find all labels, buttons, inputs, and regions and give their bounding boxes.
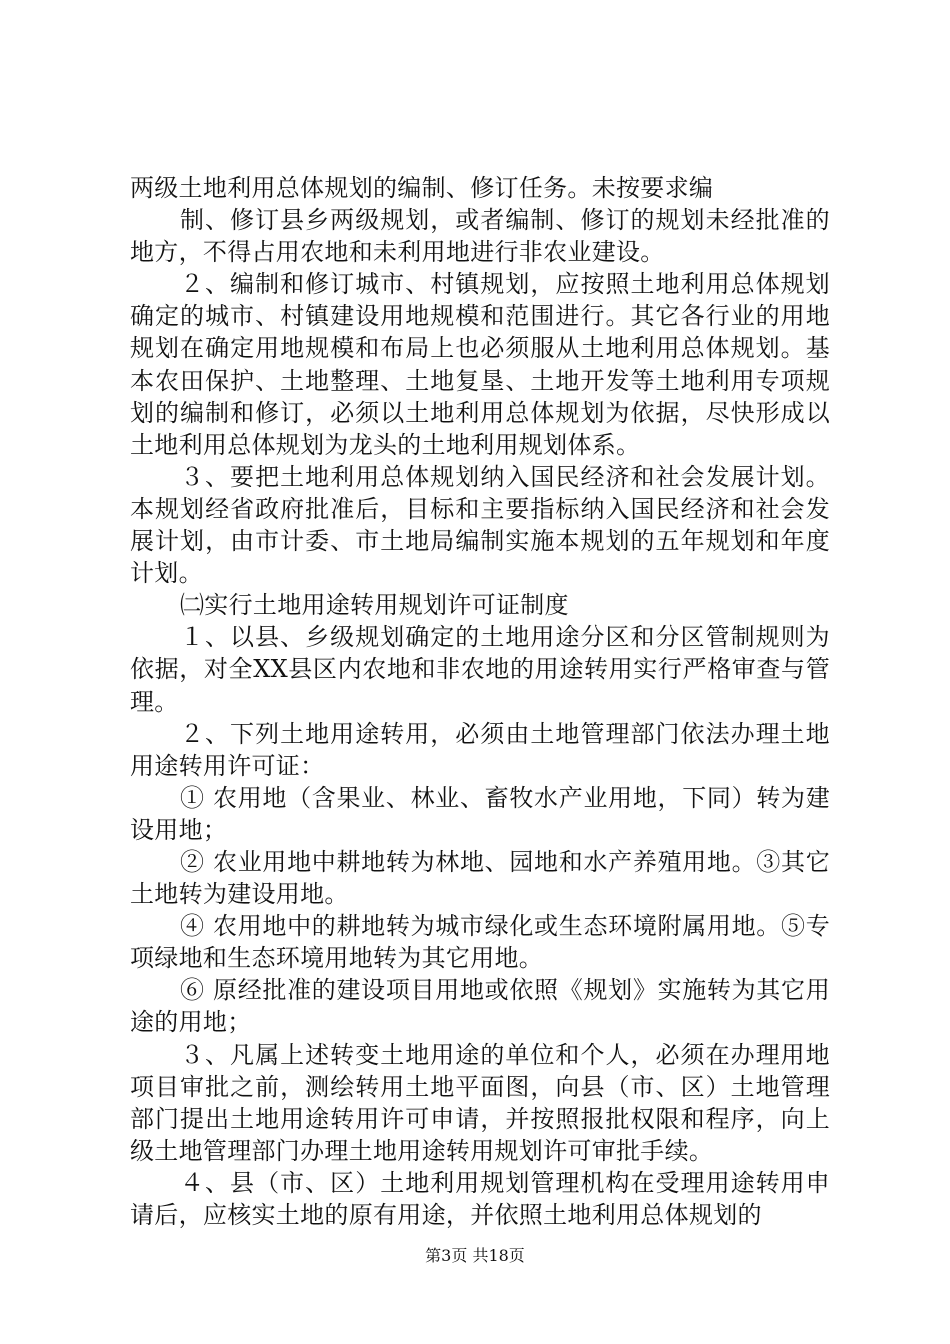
paragraph-3: ２、编制和修订城市、村镇规划，应按照土地利用总体规划确定的城市、村镇建设用地规模和范围进行。其它各行业的用地规划在确定用地规模和布局上也必须服从土地利用总体规划。基本农田保护、土地整理、土地复垦、土地开发等土地利用专项规划的编制和修订，必须以土地利用总体规划为依据，尽快形成以土地利用总体规划为龙头的土地利用规划体系。 <box>130 270 830 459</box>
list-item-4: ④ 农用地中的耕地转为城市绿化或生态环境附属用地。⑤专项绿地和生态环境用地转为其它用地。 <box>130 912 830 973</box>
paragraph-4: ３、要把土地利用总体规划纳入国民经济和社会发展计划。本规划经省政府批准后，目标和主要指标纳入国民经济和社会发展计划，由市计委、市土地局编制实施本规划的五年规划和年度计划。 <box>130 462 830 588</box>
paragraph-2: 制、修订县乡两级规划，或者编制、修订的规划未经批准的地方，不得占用农地和未利用地进行非农业建设。 <box>130 206 830 267</box>
section-heading: ㈡实行土地用途转用规划许可证制度 <box>180 591 569 620</box>
paragraph-7: ２、下列土地用途转用，必须由土地管理部门依法办理土地用途转用许可证： <box>130 719 830 780</box>
list-item-6: ⑥ 原经批准的建设项目用地或依照《规划》实施转为其它用途的用地； <box>130 976 830 1037</box>
list-item-2: ② 农业用地中耕地转为林地、园地和水产养殖用地。③其它土地转为建设用地。 <box>130 847 830 909</box>
list-item-1: ① 农用地（含果业、林业、畜牧水产业用地，下同）转为建设用地； <box>130 783 830 844</box>
paragraph-6: １、以县、乡级规划确定的土地用途分区和分区管制规则为依据，对全XX县区内农地和非农地的用途转用实行严格审查与管理。 <box>130 623 830 716</box>
document-body <box>130 172 830 1231</box>
paragraph-12: ３、凡属上述转变土地用途的单位和个人，必须在办理用地项目审批之前，测绘转用土地平面图，向县（市、区）土地管理部门提出土地用途转用许可申请，并按照报批权限和程序，向上级土地管理部门办理土地用途转用规划许可审批手续。 <box>130 1040 830 1165</box>
paragraph-1: 两级土地利用总体规划的编制、修订任务。未按要求编 <box>130 174 714 202</box>
page-footer: 第3页 共18页 <box>425 1246 525 1265</box>
paragraph-13: ４、县（市、区）土地利用规划管理机构在受理用途转用申请后，应核实土地的原有用途，并依照土地利用总体规划的 <box>130 1168 830 1229</box>
